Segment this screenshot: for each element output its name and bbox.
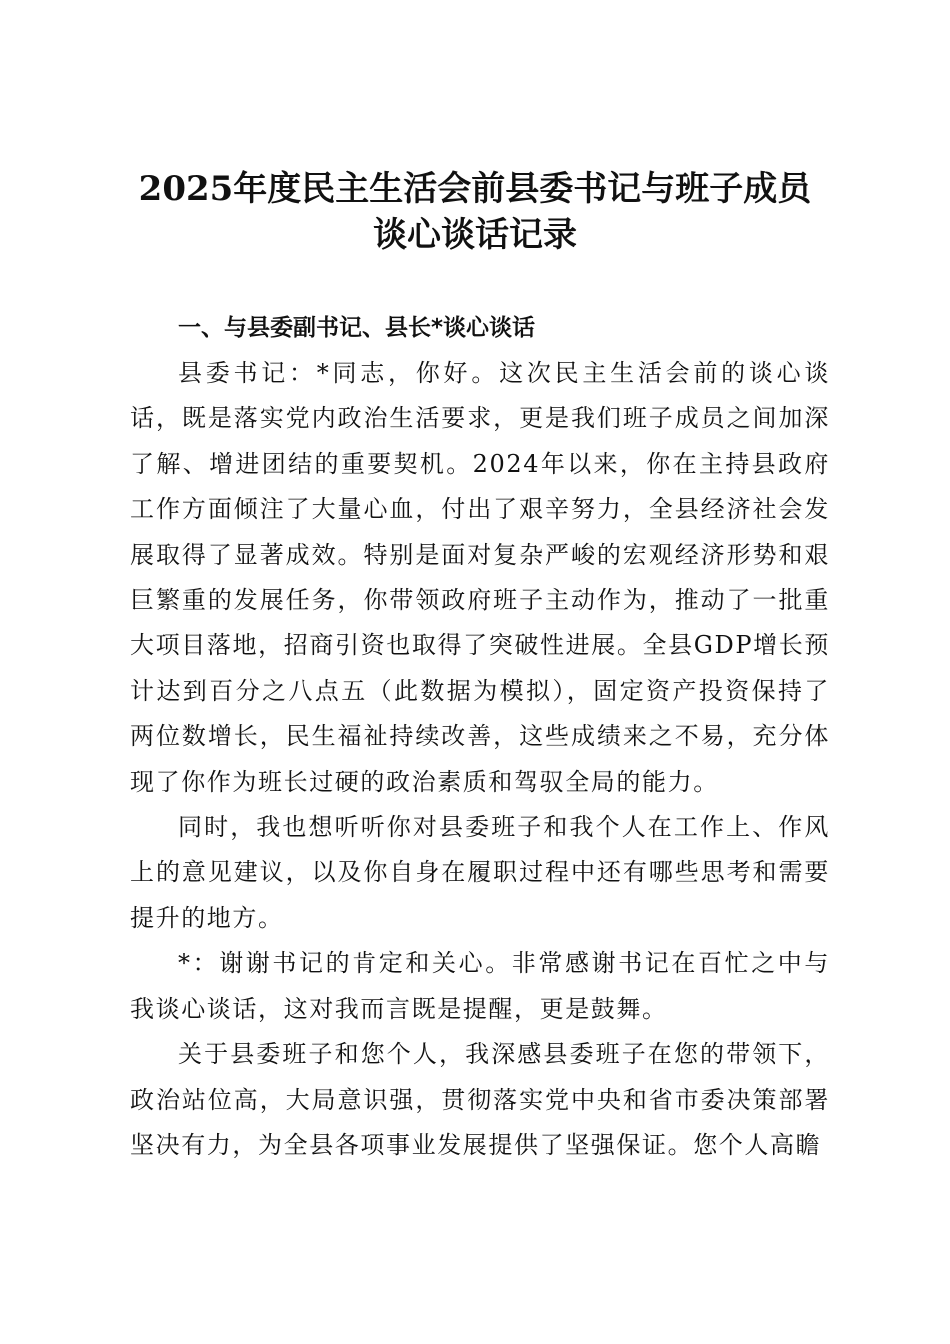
paragraph: 关于县委班子和您个人，我深感县委班子在您的带领下，政治站位高，大局意识强，贯彻落实党中央和省市委决策部署坚决有力，为全县各项事业发展提供了坚强保证。您个人高瞻 — [130, 1040, 830, 1159]
paragraph: 同时，我也想听听你对县委班子和我个人在工作上、作风上的意见建议，以及你自身在履职过程中还有哪些思考和需要提升的地方。 — [130, 813, 830, 932]
paragraph: 县委书记：*同志，你好。这次民主生活会前的谈心谈话，既是落实党内政治生活要求，更是我们班子成员之间加深了解、增进团结的重要契机。2024年以来，你在主持县政府工作方面倾注了大量心血，付出了艰辛努力，全县经济社会发展取得了显著成效。特别是面对复杂严峻的宏观经济形势和艰巨繁重的发展任务，你带领政府班子主动作为，推动了一批重大项目落地，招商引资也取得了突破性进展。全县GDP增长预计达到百分之八点五（此数据为模拟），固定资产投资保持了两位数增长，民生福祉持续改善，这些成绩来之不易，充分体现了你作为班长过硬的政治素质和驾驭全局的能力。 — [130, 359, 830, 796]
document-title-line-1: 2025年度民主生活会前县委书记与班子成员 — [138, 169, 812, 209]
paragraph: *：谢谢书记的肯定和关心。非常感谢书记在百忙之中与我谈心谈话，这对我而言既是提醒，更是鼓舞。 — [130, 949, 830, 1023]
document-body — [130, 351, 830, 1168]
document-title-line-2: 谈心谈话记录 — [373, 215, 577, 255]
section-heading: 一、与县委副书记、县长*谈心谈话 — [178, 315, 536, 341]
